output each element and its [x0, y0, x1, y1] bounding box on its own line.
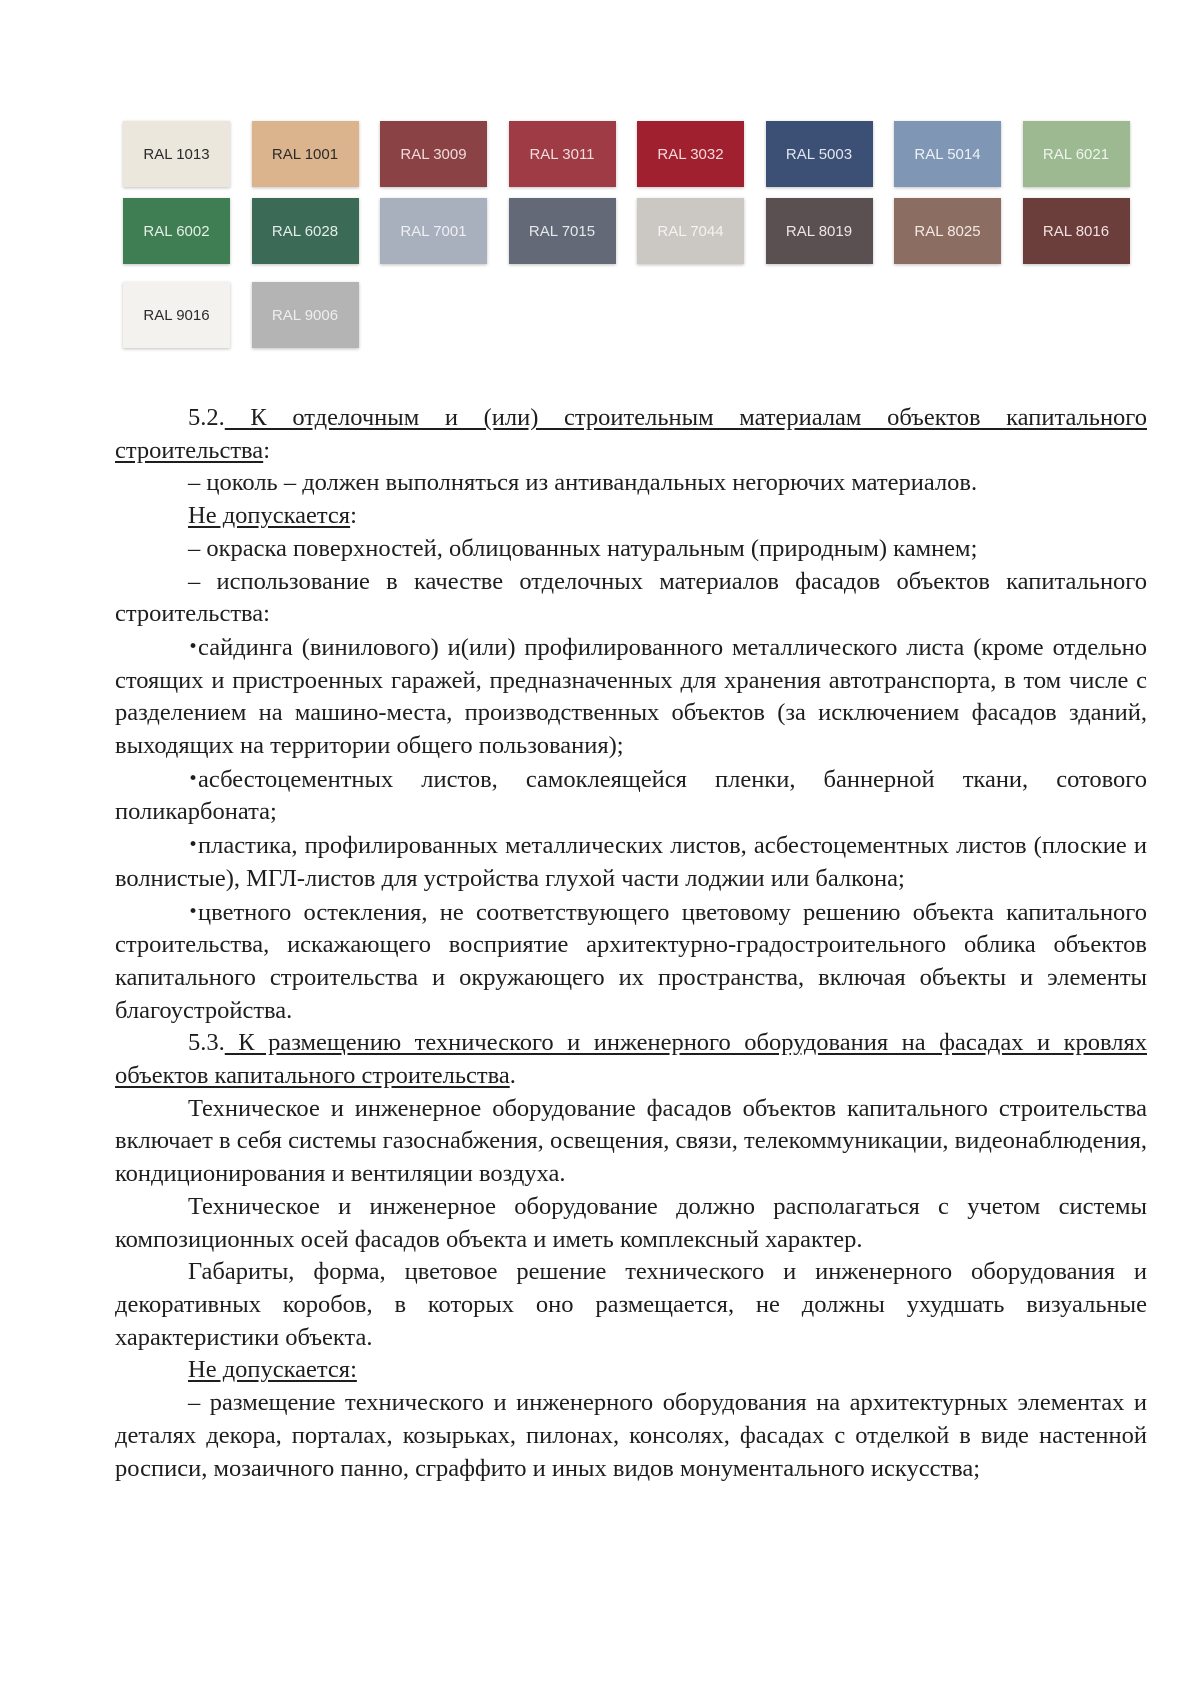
not-allowed-label-2: Не допускается: [188, 1356, 357, 1384]
bullet-icon: • [188, 768, 199, 789]
not-allowed-item-painting: – окраска поверхностей, облицованных натуральным (природным) камнем; [188, 534, 978, 562]
color-swatch-ral-1001: RAL 1001 [252, 121, 359, 187]
color-swatch-ral-3032: RAL 3032 [637, 121, 744, 187]
not-allowed-label: Не допускается: [188, 502, 357, 530]
color-swatch-ral-8025: RAL 8025 [894, 198, 1001, 264]
color-swatch-ral-3011: RAL 3011 [509, 121, 616, 187]
color-swatch-ral-3009: RAL 3009 [380, 121, 487, 187]
color-swatch-ral-6021: RAL 6021 [1023, 121, 1130, 187]
paragraph-equipment-systems: Техническое и инженерное оборудование фасадов объектов капитального строительства включает в себя системы газоснабжения, освещения, связи, телекоммуникации, видеонаблюдения, кондиционирования и вентиляции воздуха. [115, 1094, 1147, 1188]
color-swatch-ral-7001: RAL 7001 [380, 198, 487, 264]
bullet-item-siding: •сайдинга (винилового) и(или) профилированного металлического листа (кроме отдельно стоящих и пристроенных гаражей, предназначенных для хранения автотранспорта, в том числе с разделением на машино-места, производственных объектов (за исключением фасадов зданий, выходящих на территории общего пользования); [115, 633, 1147, 760]
color-swatch-ral-1013: RAL 1013 [123, 121, 230, 187]
color-swatch-ral-6002: RAL 6002 [123, 198, 230, 264]
paragraph-equipment-axes: Техническое и инженерное оборудование должно располагаться с учетом системы композиционных осей фасадов объекта и иметь комплексный характер. [115, 1192, 1147, 1253]
not-allowed-item-placement: – размещение технического и инженерного оборудования на архитектурных элементах и деталях декора, порталах, козырьках, пилонах, консолях, фасадах с отделкой в виде настенной росписи, мозаичного панно, сграффито и иных видов монументального искусства; [115, 1389, 1147, 1482]
not-allowed-item-materials: – использование в качестве отделочных материалов фасадов объектов капитального строительства: [115, 567, 1147, 628]
color-swatch-ral-5003: RAL 5003 [766, 121, 873, 187]
color-swatch-ral-6028: RAL 6028 [252, 198, 359, 264]
color-swatch-ral-9016: RAL 9016 [123, 282, 230, 348]
color-swatch-ral-9006: RAL 9006 [252, 282, 359, 348]
color-swatch-ral-5014: RAL 5014 [894, 121, 1001, 187]
bullet-icon: • [188, 901, 199, 922]
color-swatch-ral-8019: RAL 8019 [766, 198, 873, 264]
color-swatch-ral-7044: RAL 7044 [637, 198, 744, 264]
bullet-item-plastic: •пластика, профилированных металлических листов, асбестоцементных листов (плоские и волнистые), МГЛ-листов для устройства глухой части лоджии или балкона; [115, 832, 1147, 892]
bullet-icon: • [188, 835, 199, 856]
cokol-item: – цоколь – должен выполняться из антивандальных негорючих материалов. [188, 469, 978, 497]
bullet-item-asbestos: •асбестоцементных листов, самоклеящейся пленки, баннерной ткани, сотового поликарбоната; [115, 765, 1147, 826]
bullet-icon: • [188, 636, 199, 657]
document-body [115, 402, 1147, 1485]
section-5-2-heading: 5.2. К отделочным и (или) строительным материалам объектов капитального строительства: [115, 404, 1147, 464]
section-5-3-heading: 5.3. К размещению технического и инженерного оборудования на фасадах и кровлях объектов капитального строительства. [115, 1029, 1147, 1090]
bullet-item-glazing: •цветного остекления, не соответствующего цветовому решению объекта капитального строительства, искажающего восприятие архитектурно-градостроительного облика объектов капитального строительства и окружающего их пространства, включая объекты и элементы благоустройства. [115, 898, 1147, 1024]
color-swatch-ral-7015: RAL 7015 [509, 198, 616, 264]
color-swatch-ral-8016: RAL 8016 [1023, 198, 1130, 264]
paragraph-equipment-dimensions: Габариты, форма, цветовое решение технического и инженерного оборудования и декоративных коробов, в которых оно размещается, не должны ухудшать визуальные характеристики объекта. [115, 1258, 1147, 1351]
